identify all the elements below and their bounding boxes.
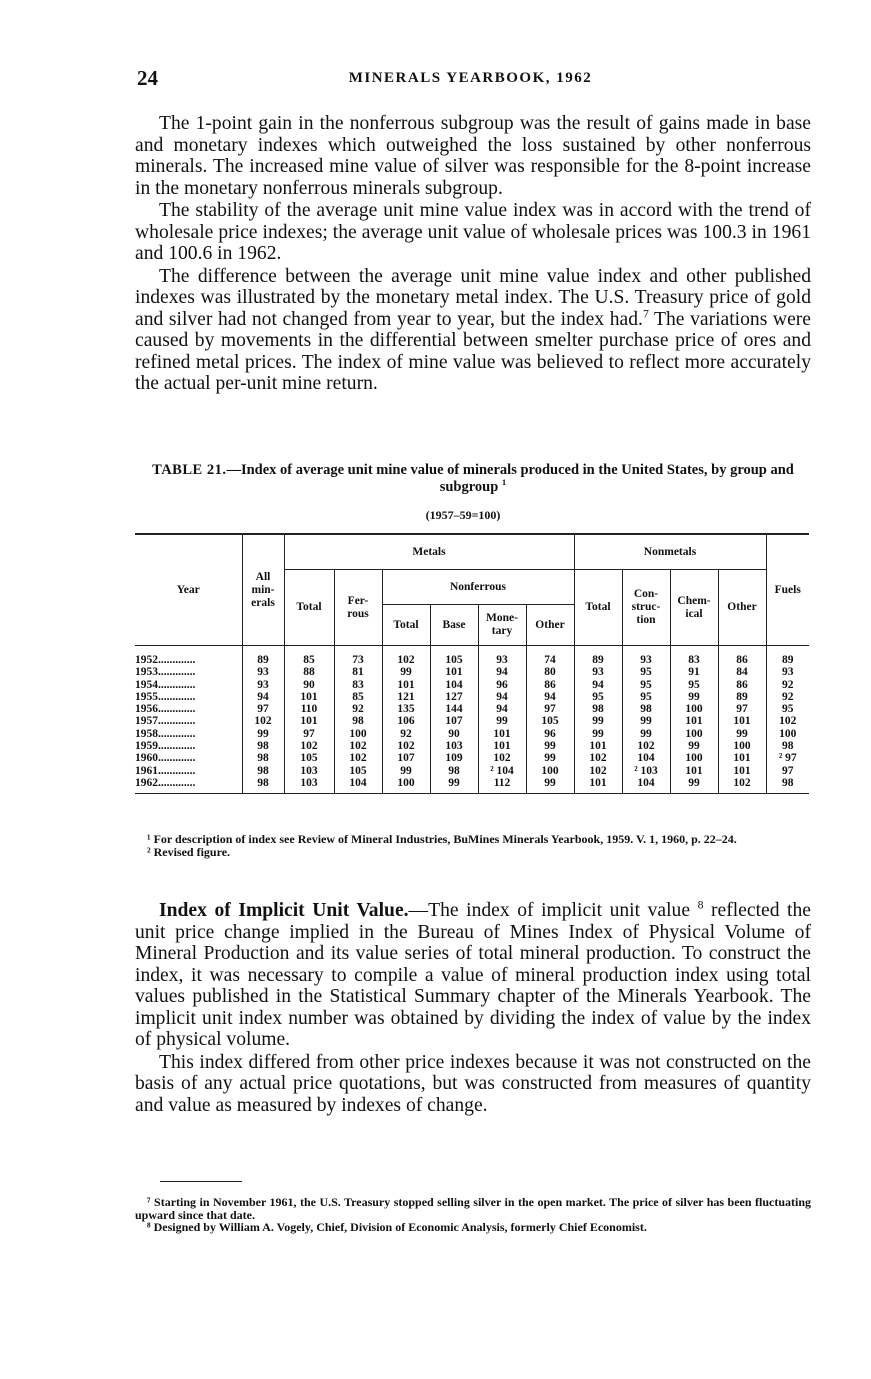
table-cell: 103 — [284, 765, 334, 777]
table-cell: 93 — [622, 646, 670, 667]
section-implicit-unit-value — [135, 900, 811, 1116]
table-cell: 101 — [718, 765, 766, 777]
table-cell: 99 — [574, 715, 622, 727]
table-cell: 94 — [478, 703, 526, 715]
table-footnote-2: ² Revised figure. — [147, 845, 231, 859]
table-cell: 94 — [242, 691, 284, 703]
paragraph-3-tail: The variations were caused by movements in the differential between smelter purchase price of ores and refined metal prices. The index of mine value was believed to reflect more accurately the actual per-unit mine return. — [135, 308, 811, 394]
table-cell: 100 — [718, 740, 766, 752]
table-cell: 99 — [382, 765, 430, 777]
table-cell: 95 — [574, 691, 622, 703]
row-year: 1956............. — [135, 703, 196, 716]
paragraph-1: The 1-point gain in the nonferrous subgroup was the result of gains made in base and monetary indexes which outweighed the loss sustained by other nonferrous minerals. The increased mine value of silver was responsible for the 8-point increase in the monetary nonferrous minerals subgroup. — [135, 113, 811, 199]
table-cell: 121 — [382, 691, 430, 703]
table-cell: 102 — [574, 752, 622, 764]
table-cell: 102 — [334, 752, 382, 764]
table-cell: 94 — [478, 666, 526, 678]
table-cell: 99 — [622, 728, 670, 740]
table-cell: 98 — [334, 715, 382, 727]
table-cell: 104 — [622, 777, 670, 794]
table-cell: 92 — [334, 703, 382, 715]
table-cell: 99 — [670, 777, 718, 794]
table-cell: 92 — [382, 728, 430, 740]
table-cell: 101 — [670, 765, 718, 777]
table-cell: 107 — [430, 715, 478, 727]
col-group-nonmetals: Nonmetals — [574, 534, 766, 570]
table-cell: 97 — [766, 765, 809, 777]
table-caption — [135, 462, 811, 496]
table-cell: 99 — [526, 752, 574, 764]
table-cell: 98 — [766, 777, 809, 794]
table-cell: 94 — [478, 691, 526, 703]
row-year: 1961............. — [135, 764, 196, 777]
table-cell: 100 — [334, 728, 382, 740]
table-cell: 95 — [670, 679, 718, 691]
col-metals-total: Total — [284, 570, 334, 646]
table-cell: 92 — [766, 691, 809, 703]
section-paragraph-2: This index differed from other price indexes because it was not constructed on the basis of any actual price quotations, but was constructed from measures of quantity and value as measured by indexes of change. — [135, 1051, 811, 1116]
table-cell: 90 — [284, 679, 334, 691]
table-cell: 104 — [622, 752, 670, 764]
table-cell: 93 — [478, 646, 526, 667]
table-cell: 102 — [382, 646, 430, 667]
table-cell: 99 — [526, 777, 574, 794]
index-table — [135, 533, 809, 794]
table-row — [135, 728, 809, 740]
table-cell: 101 — [478, 740, 526, 752]
table-cell: 86 — [526, 679, 574, 691]
table-cell: 99 — [382, 666, 430, 678]
table-cell: 101 — [574, 777, 622, 794]
table-cell: 83 — [670, 646, 718, 667]
table-cell: 94 — [526, 691, 574, 703]
running-title: MINERALS YEARBOOK, 1962 — [348, 70, 593, 86]
table-cell: 98 — [242, 777, 284, 794]
table-row — [135, 740, 809, 752]
table-footnote-ref[interactable]: 1 — [501, 477, 507, 488]
table-cell: 105 — [284, 752, 334, 764]
col-ferrous: Fer- rous — [334, 570, 382, 646]
table-row — [135, 765, 809, 777]
table-cell: 99 — [670, 691, 718, 703]
section-paragraph-1 — [135, 900, 811, 1051]
table-cell: 102 — [284, 740, 334, 752]
table-cell: 135 — [382, 703, 430, 715]
table-cell: ² 104 — [478, 765, 526, 777]
table-cell: 98 — [622, 703, 670, 715]
table-cell: ² 103 — [622, 765, 670, 777]
table-cell: 86 — [718, 646, 766, 667]
table-cell: 88 — [284, 666, 334, 678]
col-group-metals: Metals — [284, 534, 574, 570]
footnote-rule — [160, 1181, 242, 1182]
table-cell: 99 — [478, 715, 526, 727]
intro-text — [135, 113, 811, 395]
paragraph-3-text: The difference between the average unit mine value index and other published indexes was illustrated by the monetary metal index. The U.S. Treasury price of gold and silver had not changed from year to year, but the index had. — [135, 265, 811, 330]
table-title: —Index of average unit mine value of minerals produced in the United States, by group and subgroup — [226, 462, 794, 495]
table-cell: 99 — [622, 715, 670, 727]
section-text: reflected the unit price change implied in the Bureau of Mines Index of Physical Volume of Mineral Production and its value series of total mineral production. To construct the index, it was necessary to compile a value of mineral production index using total values published in the Statistical Summary chapter of the Minerals Yearbook. The implicit unit index number was obtained by dividing the index of value by the index of physical volume. — [135, 900, 811, 1050]
table-cell: 110 — [284, 703, 334, 715]
table-cell: 95 — [622, 691, 670, 703]
table-base-note: (1957–59=100) — [425, 508, 501, 522]
table-cell: ² 97 — [766, 752, 809, 764]
table-cell: 97 — [242, 703, 284, 715]
table-footnotes — [135, 833, 811, 859]
table-row — [135, 666, 809, 678]
table-cell: 104 — [334, 777, 382, 794]
page-footnotes — [135, 1196, 811, 1234]
table-cell: 89 — [766, 646, 809, 667]
table-cell: 102 — [334, 740, 382, 752]
table-cell: 144 — [430, 703, 478, 715]
table-cell: 102 — [478, 752, 526, 764]
page-number: 24 — [137, 66, 158, 90]
col-nonmetals-other: Other — [718, 570, 766, 646]
table-row — [135, 679, 809, 691]
table-cell: 98 — [430, 765, 478, 777]
paragraph-3 — [135, 266, 811, 395]
table-cell: 83 — [334, 679, 382, 691]
table-cell: 101 — [670, 715, 718, 727]
col-nonferrous-monetary: Mone- tary — [478, 605, 526, 646]
table-cell: 105 — [526, 715, 574, 727]
table-footnote-1: ¹ For description of index see Review of Mineral Industries, BuMines Minerals Yearbook, 1959. V. 1, 1960, p. 22–24. — [147, 832, 737, 846]
table-cell: 97 — [718, 703, 766, 715]
table-cell: 89 — [242, 646, 284, 667]
table-row — [135, 752, 809, 764]
table-cell: 98 — [766, 740, 809, 752]
col-group-nonferrous: Nonferrous — [382, 570, 574, 605]
table-cell: 98 — [574, 703, 622, 715]
col-construction: Con- struc- tion — [622, 570, 670, 646]
table-cell: 84 — [718, 666, 766, 678]
table-cell: 105 — [334, 765, 382, 777]
table-cell: 102 — [574, 765, 622, 777]
table-cell: 93 — [242, 679, 284, 691]
table-cell: 99 — [430, 777, 478, 794]
table-cell: 98 — [242, 740, 284, 752]
table-cell: 99 — [670, 740, 718, 752]
col-nonferrous-base: Base — [430, 605, 478, 646]
footnote-ref-8[interactable]: 8 — [697, 898, 704, 912]
table-cell: 100 — [766, 728, 809, 740]
row-year: 1962............. — [135, 777, 242, 794]
table-cell: 91 — [670, 666, 718, 678]
table-cell: 99 — [526, 740, 574, 752]
table-cell: 93 — [766, 666, 809, 678]
col-nonferrous-total: Total — [382, 605, 430, 646]
table-cell: 73 — [334, 646, 382, 667]
row-year: 1959............. — [135, 740, 196, 753]
table-cell: 112 — [478, 777, 526, 794]
table-cell: 80 — [526, 666, 574, 678]
section-heading: Index of Implicit Unit Value. — [159, 900, 409, 921]
table-cell: 95 — [622, 679, 670, 691]
table-cell: 102 — [766, 715, 809, 727]
col-chemical: Chem- ical — [670, 570, 718, 646]
col-nonmetals-total: Total — [574, 570, 622, 646]
table-cell: 90 — [430, 728, 478, 740]
table-cell: 101 — [430, 666, 478, 678]
table-cell: 85 — [334, 691, 382, 703]
col-fuels: Fuels — [766, 534, 809, 646]
table-cell: 97 — [284, 728, 334, 740]
row-year: 1953............. — [135, 666, 196, 679]
row-year: 1960............. — [135, 752, 196, 765]
table-label: TABLE 21. — [152, 462, 227, 478]
table-cell: 101 — [478, 728, 526, 740]
table-cell: 101 — [284, 691, 334, 703]
table-cell: 100 — [382, 777, 430, 794]
table-cell: 101 — [718, 715, 766, 727]
table-cell: 101 — [574, 740, 622, 752]
row-year: 1952............. — [135, 654, 196, 666]
table-cell: 106 — [382, 715, 430, 727]
row-year: 1957............. — [135, 715, 196, 728]
col-nonferrous-other: Other — [526, 605, 574, 646]
table-row — [135, 703, 809, 715]
table-cell: 105 — [430, 646, 478, 667]
table-cell: 102 — [242, 715, 284, 727]
section-lead: —The index of implicit unit value — [408, 900, 691, 921]
table-cell: 101 — [382, 679, 430, 691]
table-cell: 100 — [670, 752, 718, 764]
table-body — [135, 646, 809, 794]
table-cell: 97 — [526, 703, 574, 715]
table-cell: 95 — [622, 666, 670, 678]
table-cell: 99 — [718, 728, 766, 740]
table-cell: 99 — [242, 728, 284, 740]
table-cell: 89 — [574, 646, 622, 667]
table-cell: 107 — [382, 752, 430, 764]
table-cell: 93 — [574, 666, 622, 678]
table-cell: 103 — [284, 777, 334, 794]
col-year: Year — [135, 534, 242, 646]
row-year: 1954............. — [135, 678, 196, 691]
table-cell: 96 — [478, 679, 526, 691]
table-cell: 100 — [670, 728, 718, 740]
table-cell: 74 — [526, 646, 574, 667]
table-cell: 127 — [430, 691, 478, 703]
table-row — [135, 715, 809, 727]
table-cell: 100 — [526, 765, 574, 777]
col-all-minerals: All min- erals — [242, 534, 284, 646]
table-row — [135, 646, 809, 667]
table-cell: 85 — [284, 646, 334, 667]
table-cell: 89 — [718, 691, 766, 703]
row-year: 1958............. — [135, 727, 196, 740]
table-cell: 102 — [718, 777, 766, 794]
table-cell: 101 — [284, 715, 334, 727]
page-footnote-7: ⁷ Starting in November 1961, the U.S. Treasury stopped selling silver in the open market. The price of silver has been fluctuating upward since that date. — [135, 1195, 811, 1222]
paragraph-2: The stability of the average unit mine value index was in accord with the trend of wholesale price indexes; the average unit value of wholesale prices was 100.3 in 1961 and 100.6 in 1962. — [135, 200, 811, 264]
table-cell: 102 — [622, 740, 670, 752]
table-cell: 101 — [718, 752, 766, 764]
table-cell: 99 — [574, 728, 622, 740]
table-row — [135, 691, 809, 703]
table-cell: 98 — [242, 752, 284, 764]
table-cell: 103 — [430, 740, 478, 752]
table-cell: 94 — [574, 679, 622, 691]
table-cell: 100 — [670, 703, 718, 715]
table-row — [135, 777, 809, 794]
table-cell: 104 — [430, 679, 478, 691]
table-cell: 102 — [382, 740, 430, 752]
row-year: 1955............. — [135, 690, 196, 703]
table-cell: 93 — [242, 666, 284, 678]
table-cell: 81 — [334, 666, 382, 678]
table-cell: 96 — [526, 728, 574, 740]
footnote-ref-7[interactable]: 7 — [642, 306, 649, 320]
table-cell: 98 — [242, 765, 284, 777]
table-cell: 92 — [766, 679, 809, 691]
table-cell: 86 — [718, 679, 766, 691]
table-cell: 95 — [766, 703, 809, 715]
page-footnote-8: ⁸ Designed by William A. Vogely, Chief, Division of Economic Analysis, formerly Chief Economist. — [147, 1220, 647, 1234]
table-cell: 109 — [430, 752, 478, 764]
